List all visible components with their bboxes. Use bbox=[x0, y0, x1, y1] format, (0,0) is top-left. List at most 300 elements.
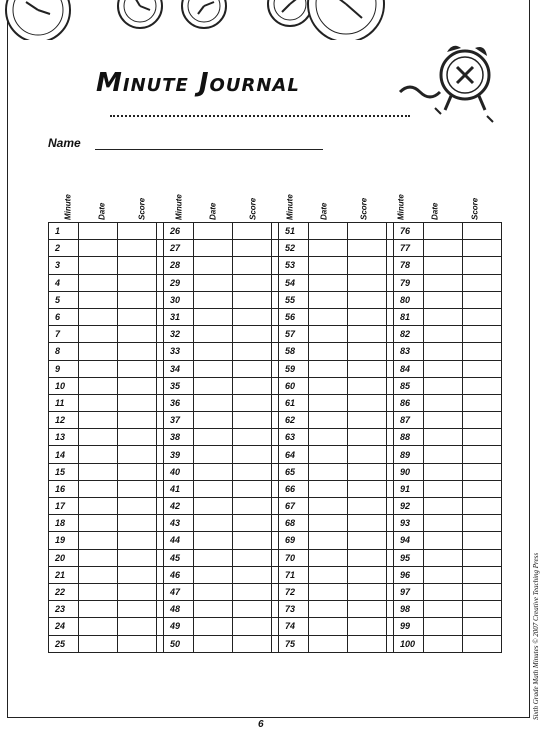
score-cell[interactable] bbox=[118, 394, 157, 411]
date-cell[interactable] bbox=[79, 291, 118, 308]
date-cell[interactable] bbox=[424, 377, 463, 394]
date-cell[interactable] bbox=[194, 446, 233, 463]
score-cell[interactable] bbox=[463, 446, 502, 463]
column-gap bbox=[387, 412, 394, 429]
date-cell[interactable] bbox=[424, 274, 463, 291]
minute-number-cell: 96 bbox=[394, 566, 424, 583]
score-cell[interactable] bbox=[233, 498, 272, 515]
date-cell[interactable] bbox=[194, 223, 233, 240]
score-cell[interactable] bbox=[463, 308, 502, 325]
score-cell[interactable] bbox=[118, 498, 157, 515]
header-minute: Minute bbox=[174, 194, 184, 220]
score-cell[interactable] bbox=[118, 566, 157, 583]
date-cell[interactable] bbox=[79, 429, 118, 446]
minute-number-cell: 47 bbox=[164, 583, 194, 600]
score-cell[interactable] bbox=[118, 480, 157, 497]
date-cell[interactable] bbox=[309, 618, 348, 635]
score-cell[interactable] bbox=[348, 618, 387, 635]
date-cell[interactable] bbox=[194, 618, 233, 635]
date-cell[interactable] bbox=[194, 360, 233, 377]
column-gap bbox=[157, 240, 164, 257]
date-cell[interactable] bbox=[424, 360, 463, 377]
date-cell[interactable] bbox=[424, 583, 463, 600]
header-minute: Minute bbox=[63, 194, 73, 220]
score-cell[interactable] bbox=[463, 412, 502, 429]
header-score: Score bbox=[470, 197, 480, 220]
date-cell[interactable] bbox=[309, 240, 348, 257]
date-cell[interactable] bbox=[309, 583, 348, 600]
date-cell[interactable] bbox=[194, 343, 233, 360]
date-cell[interactable] bbox=[194, 480, 233, 497]
score-cell[interactable] bbox=[118, 532, 157, 549]
minute-number-cell: 49 bbox=[164, 618, 194, 635]
clock-icon bbox=[308, 0, 384, 40]
score-cell[interactable] bbox=[348, 377, 387, 394]
minute-number-cell: 25 bbox=[49, 635, 79, 652]
date-cell[interactable] bbox=[79, 515, 118, 532]
score-cell[interactable] bbox=[118, 308, 157, 325]
table-row bbox=[49, 618, 502, 635]
date-cell[interactable] bbox=[424, 480, 463, 497]
score-cell[interactable] bbox=[463, 377, 502, 394]
minute-number-cell: 58 bbox=[279, 343, 309, 360]
score-cell[interactable] bbox=[463, 360, 502, 377]
date-cell[interactable] bbox=[424, 343, 463, 360]
score-cell[interactable] bbox=[233, 326, 272, 343]
minute-number-cell: 38 bbox=[164, 429, 194, 446]
date-cell[interactable] bbox=[424, 394, 463, 411]
table-row bbox=[49, 343, 502, 360]
minute-number-cell: 70 bbox=[279, 549, 309, 566]
date-cell[interactable] bbox=[309, 394, 348, 411]
date-cell[interactable] bbox=[79, 480, 118, 497]
score-cell[interactable] bbox=[463, 618, 502, 635]
column-gap bbox=[387, 515, 394, 532]
date-cell[interactable] bbox=[309, 429, 348, 446]
date-cell[interactable] bbox=[79, 240, 118, 257]
date-cell[interactable] bbox=[194, 308, 233, 325]
date-cell[interactable] bbox=[79, 223, 118, 240]
score-cell[interactable] bbox=[348, 498, 387, 515]
score-cell[interactable] bbox=[348, 343, 387, 360]
date-cell[interactable] bbox=[79, 635, 118, 652]
score-cell[interactable] bbox=[463, 429, 502, 446]
minute-number-cell: 2 bbox=[49, 240, 79, 257]
minute-number-cell: 69 bbox=[279, 532, 309, 549]
score-cell[interactable] bbox=[233, 429, 272, 446]
score-cell[interactable] bbox=[348, 257, 387, 274]
date-cell[interactable] bbox=[194, 240, 233, 257]
name-field bbox=[48, 136, 323, 150]
minute-number-cell: 76 bbox=[394, 223, 424, 240]
score-cell[interactable] bbox=[118, 549, 157, 566]
score-cell[interactable] bbox=[463, 480, 502, 497]
score-cell[interactable] bbox=[233, 532, 272, 549]
score-cell[interactable] bbox=[233, 377, 272, 394]
date-cell[interactable] bbox=[424, 549, 463, 566]
score-cell[interactable] bbox=[118, 291, 157, 308]
date-cell[interactable] bbox=[424, 412, 463, 429]
header-minute: Minute bbox=[396, 194, 406, 220]
minute-number-cell: 12 bbox=[49, 412, 79, 429]
date-cell[interactable] bbox=[79, 326, 118, 343]
date-cell[interactable] bbox=[424, 291, 463, 308]
alarm-clock-icon bbox=[395, 30, 495, 130]
minute-number-cell: 89 bbox=[394, 446, 424, 463]
date-cell[interactable] bbox=[194, 274, 233, 291]
table-row bbox=[49, 549, 502, 566]
date-cell[interactable] bbox=[309, 601, 348, 618]
score-cell[interactable] bbox=[233, 618, 272, 635]
date-cell[interactable] bbox=[194, 377, 233, 394]
score-cell[interactable] bbox=[463, 274, 502, 291]
column-gap bbox=[387, 463, 394, 480]
date-cell[interactable] bbox=[309, 549, 348, 566]
score-cell[interactable] bbox=[233, 360, 272, 377]
name-write-line[interactable] bbox=[95, 137, 323, 150]
score-cell[interactable] bbox=[348, 412, 387, 429]
score-cell[interactable] bbox=[348, 291, 387, 308]
date-cell[interactable] bbox=[424, 463, 463, 480]
column-gap bbox=[272, 498, 279, 515]
minute-number-cell: 95 bbox=[394, 549, 424, 566]
minute-number-cell: 82 bbox=[394, 326, 424, 343]
score-cell[interactable] bbox=[348, 566, 387, 583]
column-gap bbox=[272, 618, 279, 635]
header-minute: Minute bbox=[285, 194, 295, 220]
column-gap bbox=[157, 223, 164, 240]
minute-number-cell: 46 bbox=[164, 566, 194, 583]
score-cell[interactable] bbox=[463, 394, 502, 411]
score-cell[interactable] bbox=[233, 446, 272, 463]
column-gap bbox=[157, 274, 164, 291]
column-gap bbox=[157, 377, 164, 394]
date-cell[interactable] bbox=[79, 498, 118, 515]
minute-number-cell: 86 bbox=[394, 394, 424, 411]
score-cell[interactable] bbox=[233, 515, 272, 532]
column-gap bbox=[157, 343, 164, 360]
date-cell[interactable] bbox=[194, 394, 233, 411]
column-gap bbox=[272, 583, 279, 600]
minute-number-cell: 6 bbox=[49, 308, 79, 325]
score-cell[interactable] bbox=[233, 480, 272, 497]
score-cell[interactable] bbox=[463, 326, 502, 343]
score-cell[interactable] bbox=[233, 343, 272, 360]
date-cell[interactable] bbox=[309, 377, 348, 394]
score-cell[interactable] bbox=[463, 583, 502, 600]
score-cell[interactable] bbox=[118, 601, 157, 618]
minute-number-cell: 1 bbox=[49, 223, 79, 240]
score-cell[interactable] bbox=[348, 532, 387, 549]
score-cell[interactable] bbox=[348, 515, 387, 532]
column-gap bbox=[157, 412, 164, 429]
score-cell[interactable] bbox=[348, 394, 387, 411]
date-cell[interactable] bbox=[424, 257, 463, 274]
minute-number-cell: 78 bbox=[394, 257, 424, 274]
date-cell[interactable] bbox=[194, 583, 233, 600]
date-cell[interactable] bbox=[194, 566, 233, 583]
minute-number-cell: 44 bbox=[164, 532, 194, 549]
column-gap bbox=[272, 601, 279, 618]
minute-number-cell: 50 bbox=[164, 635, 194, 652]
column-gap bbox=[387, 377, 394, 394]
date-cell[interactable] bbox=[79, 532, 118, 549]
date-cell[interactable] bbox=[309, 498, 348, 515]
column-gap bbox=[387, 446, 394, 463]
minute-number-cell: 98 bbox=[394, 601, 424, 618]
score-cell[interactable] bbox=[463, 223, 502, 240]
minute-number-cell: 42 bbox=[164, 498, 194, 515]
column-gap bbox=[272, 377, 279, 394]
score-cell[interactable] bbox=[233, 240, 272, 257]
date-cell[interactable] bbox=[194, 549, 233, 566]
column-gap bbox=[387, 480, 394, 497]
score-cell[interactable] bbox=[463, 532, 502, 549]
score-cell[interactable] bbox=[118, 583, 157, 600]
header-date: Date bbox=[208, 202, 218, 220]
score-cell[interactable] bbox=[348, 446, 387, 463]
minute-number-cell: 20 bbox=[49, 549, 79, 566]
column-gap bbox=[157, 601, 164, 618]
score-cell[interactable] bbox=[118, 446, 157, 463]
date-cell[interactable] bbox=[309, 326, 348, 343]
column-gap bbox=[157, 480, 164, 497]
date-cell[interactable] bbox=[309, 223, 348, 240]
date-cell[interactable] bbox=[424, 429, 463, 446]
score-cell[interactable] bbox=[348, 274, 387, 291]
header-date: Date bbox=[97, 202, 107, 220]
date-cell[interactable] bbox=[309, 291, 348, 308]
score-cell[interactable] bbox=[233, 257, 272, 274]
score-cell[interactable] bbox=[118, 377, 157, 394]
minute-number-cell: 57 bbox=[279, 326, 309, 343]
date-cell[interactable] bbox=[79, 446, 118, 463]
date-cell[interactable] bbox=[194, 326, 233, 343]
score-cell[interactable] bbox=[348, 326, 387, 343]
minute-number-cell: 67 bbox=[279, 498, 309, 515]
minute-number-cell: 61 bbox=[279, 394, 309, 411]
table-row bbox=[49, 240, 502, 257]
column-gap bbox=[272, 257, 279, 274]
minute-number-cell: 83 bbox=[394, 343, 424, 360]
score-cell[interactable] bbox=[233, 308, 272, 325]
minute-number-cell: 54 bbox=[279, 274, 309, 291]
minute-number-cell: 34 bbox=[164, 360, 194, 377]
score-cell[interactable] bbox=[463, 463, 502, 480]
date-cell[interactable] bbox=[79, 412, 118, 429]
score-cell[interactable] bbox=[463, 291, 502, 308]
score-cell[interactable] bbox=[463, 635, 502, 652]
score-cell[interactable] bbox=[463, 566, 502, 583]
date-cell[interactable] bbox=[309, 274, 348, 291]
score-cell[interactable] bbox=[118, 274, 157, 291]
score-cell[interactable] bbox=[118, 343, 157, 360]
minute-number-cell: 48 bbox=[164, 601, 194, 618]
column-gap bbox=[157, 429, 164, 446]
date-cell[interactable] bbox=[424, 326, 463, 343]
score-cell[interactable] bbox=[118, 360, 157, 377]
date-cell[interactable] bbox=[424, 515, 463, 532]
minute-number-cell: 18 bbox=[49, 515, 79, 532]
score-cell[interactable] bbox=[233, 583, 272, 600]
date-cell[interactable] bbox=[79, 601, 118, 618]
date-cell[interactable] bbox=[309, 635, 348, 652]
score-cell[interactable] bbox=[348, 223, 387, 240]
date-cell[interactable] bbox=[194, 515, 233, 532]
column-gap bbox=[157, 463, 164, 480]
score-cell[interactable] bbox=[348, 360, 387, 377]
minute-number-cell: 100 bbox=[394, 635, 424, 652]
date-cell[interactable] bbox=[309, 343, 348, 360]
date-cell[interactable] bbox=[309, 446, 348, 463]
table-row bbox=[49, 274, 502, 291]
column-gap bbox=[157, 446, 164, 463]
score-cell[interactable] bbox=[348, 429, 387, 446]
date-cell[interactable] bbox=[194, 601, 233, 618]
score-cell[interactable] bbox=[348, 308, 387, 325]
date-cell[interactable] bbox=[424, 446, 463, 463]
score-cell[interactable] bbox=[118, 257, 157, 274]
column-gap bbox=[272, 360, 279, 377]
score-cell[interactable] bbox=[348, 463, 387, 480]
score-cell[interactable] bbox=[348, 549, 387, 566]
score-cell[interactable] bbox=[118, 326, 157, 343]
score-cell[interactable] bbox=[233, 412, 272, 429]
score-cell[interactable] bbox=[463, 498, 502, 515]
score-cell[interactable] bbox=[233, 274, 272, 291]
date-cell[interactable] bbox=[194, 532, 233, 549]
table-row bbox=[49, 463, 502, 480]
score-cell[interactable] bbox=[233, 463, 272, 480]
minute-number-cell: 10 bbox=[49, 377, 79, 394]
score-cell[interactable] bbox=[118, 429, 157, 446]
date-cell[interactable] bbox=[79, 274, 118, 291]
column-gap bbox=[272, 566, 279, 583]
score-cell[interactable] bbox=[348, 635, 387, 652]
score-cell[interactable] bbox=[463, 515, 502, 532]
score-cell[interactable] bbox=[233, 549, 272, 566]
column-gap bbox=[387, 394, 394, 411]
minute-number-cell: 60 bbox=[279, 377, 309, 394]
score-cell[interactable] bbox=[233, 291, 272, 308]
date-cell[interactable] bbox=[194, 257, 233, 274]
score-cell[interactable] bbox=[118, 515, 157, 532]
date-cell[interactable] bbox=[424, 601, 463, 618]
score-cell[interactable] bbox=[463, 549, 502, 566]
score-cell[interactable] bbox=[118, 240, 157, 257]
date-cell[interactable] bbox=[309, 257, 348, 274]
date-cell[interactable] bbox=[79, 463, 118, 480]
date-cell[interactable] bbox=[194, 291, 233, 308]
column-gap bbox=[387, 601, 394, 618]
score-cell[interactable] bbox=[118, 635, 157, 652]
column-gap bbox=[272, 446, 279, 463]
column-gap bbox=[272, 343, 279, 360]
score-cell[interactable] bbox=[118, 463, 157, 480]
column-gap bbox=[272, 515, 279, 532]
score-cell[interactable] bbox=[348, 583, 387, 600]
date-cell[interactable] bbox=[424, 532, 463, 549]
score-cell[interactable] bbox=[463, 240, 502, 257]
date-cell[interactable] bbox=[309, 515, 348, 532]
date-cell[interactable] bbox=[309, 412, 348, 429]
date-cell[interactable] bbox=[79, 360, 118, 377]
minute-number-cell: 39 bbox=[164, 446, 194, 463]
date-cell[interactable] bbox=[309, 463, 348, 480]
score-cell[interactable] bbox=[463, 257, 502, 274]
date-cell[interactable] bbox=[309, 360, 348, 377]
score-cell[interactable] bbox=[463, 601, 502, 618]
date-cell[interactable] bbox=[79, 377, 118, 394]
date-cell[interactable] bbox=[79, 566, 118, 583]
date-cell[interactable] bbox=[194, 635, 233, 652]
score-cell[interactable] bbox=[118, 223, 157, 240]
date-cell[interactable] bbox=[424, 566, 463, 583]
column-gap bbox=[387, 240, 394, 257]
column-gap bbox=[157, 515, 164, 532]
column-gap bbox=[272, 463, 279, 480]
minute-number-cell: 56 bbox=[279, 308, 309, 325]
date-cell[interactable] bbox=[309, 566, 348, 583]
score-cell[interactable] bbox=[233, 394, 272, 411]
column-gap bbox=[272, 240, 279, 257]
minute-number-cell: 23 bbox=[49, 601, 79, 618]
title-dotted-line bbox=[110, 115, 410, 117]
date-cell[interactable] bbox=[309, 532, 348, 549]
column-gap bbox=[272, 274, 279, 291]
table-row bbox=[49, 360, 502, 377]
date-cell[interactable] bbox=[194, 498, 233, 515]
score-cell[interactable] bbox=[348, 601, 387, 618]
date-cell[interactable] bbox=[309, 480, 348, 497]
minute-number-cell: 51 bbox=[279, 223, 309, 240]
date-cell[interactable] bbox=[424, 635, 463, 652]
date-cell[interactable] bbox=[424, 498, 463, 515]
score-cell[interactable] bbox=[348, 480, 387, 497]
column-gap bbox=[272, 308, 279, 325]
score-cell[interactable] bbox=[118, 618, 157, 635]
table-row bbox=[49, 601, 502, 618]
minute-number-cell: 80 bbox=[394, 291, 424, 308]
date-cell[interactable] bbox=[194, 429, 233, 446]
table-row bbox=[49, 566, 502, 583]
score-cell[interactable] bbox=[463, 343, 502, 360]
date-cell[interactable] bbox=[79, 583, 118, 600]
date-cell[interactable] bbox=[194, 463, 233, 480]
minute-number-cell: 22 bbox=[49, 583, 79, 600]
date-cell[interactable] bbox=[79, 343, 118, 360]
date-cell[interactable] bbox=[309, 308, 348, 325]
score-cell[interactable] bbox=[233, 635, 272, 652]
score-cell[interactable] bbox=[118, 412, 157, 429]
date-cell[interactable] bbox=[424, 308, 463, 325]
date-cell[interactable] bbox=[79, 257, 118, 274]
column-gap bbox=[157, 308, 164, 325]
date-cell[interactable] bbox=[424, 223, 463, 240]
date-cell[interactable] bbox=[194, 412, 233, 429]
date-cell[interactable] bbox=[79, 394, 118, 411]
score-cell[interactable] bbox=[233, 566, 272, 583]
score-cell[interactable] bbox=[348, 240, 387, 257]
date-cell[interactable] bbox=[79, 549, 118, 566]
minute-number-cell: 93 bbox=[394, 515, 424, 532]
date-cell[interactable] bbox=[424, 240, 463, 257]
date-cell[interactable] bbox=[79, 618, 118, 635]
score-cell[interactable] bbox=[233, 223, 272, 240]
score-cell[interactable] bbox=[233, 601, 272, 618]
date-cell[interactable] bbox=[79, 308, 118, 325]
date-cell[interactable] bbox=[424, 618, 463, 635]
